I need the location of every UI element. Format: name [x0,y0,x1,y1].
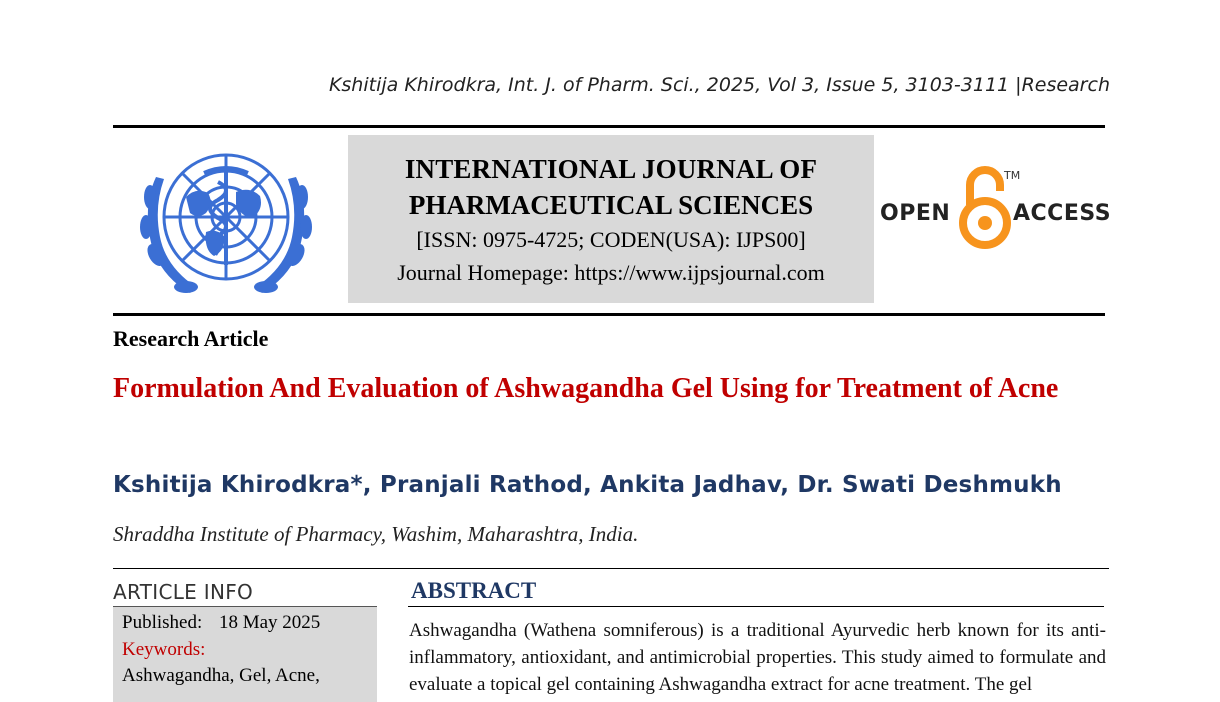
open-access-badge [880,165,1110,250]
journal-title-line2: PHARMACEUTICAL SCIENCES [408,190,814,220]
journal-masthead [348,135,874,303]
published-date: 18 May 2025 [218,612,321,633]
keywords-value: Ashwagandha, Gel, Acne, [122,665,320,686]
keywords-label: Keywords: [122,639,206,660]
article-title: Formulation And Evaluation of Ashwagandha Gel Using for Treatment of Acne [113,373,1059,404]
abstract-heading: ABSTRACT [411,578,537,603]
header-top-rule [113,125,1105,128]
header-bottom-rule [113,313,1105,316]
published-label: Published: [122,612,203,633]
journal-issn: [ISSN: 0975-4725; CODEN(USA): IJPS00] [416,227,806,252]
journal-homepage: Journal Homepage: https://www.ijpsjournal.com [397,260,825,285]
journal-title-line1: INTERNATIONAL JOURNAL OF [404,154,818,184]
abstract-heading-rule [408,606,1104,607]
open-access-left-label: OPEN [880,201,951,226]
journal-emblem-icon [126,137,326,305]
published-row [122,612,320,634]
article-info-heading: ARTICLE INFO [113,580,254,604]
abstract-text: Ashwagandha (Wathena somniferous) is a traditional Ayurvedic herb known for its anti-inflammatory, antioxidant, and antimicrobial properties. This study aimed to formulate and evaluate a topical gel containing Ashwagandha extract for acne treatment. The gel [409,620,1106,695]
article-type: Research Article [113,326,269,351]
author-list: Kshitija Khirodkra*, Pranjali Rathod, Ankita Jadhav, Dr. Swati Deshmukh [113,472,1062,498]
open-access-right-label: ACCESS [1013,201,1112,226]
citation-header: Kshitija Khirodkra, Int. J. of Pharm. Sci., 2025, Vol 3, Issue 5, 3103-3111 |Research [328,74,1110,96]
author-affiliation: Shraddha Institute of Pharmacy, Washim, Maharashtra, India. [113,522,639,546]
section-divider [113,568,1109,569]
trademark-label: TM [1004,169,1021,182]
article-info-box [113,606,377,702]
